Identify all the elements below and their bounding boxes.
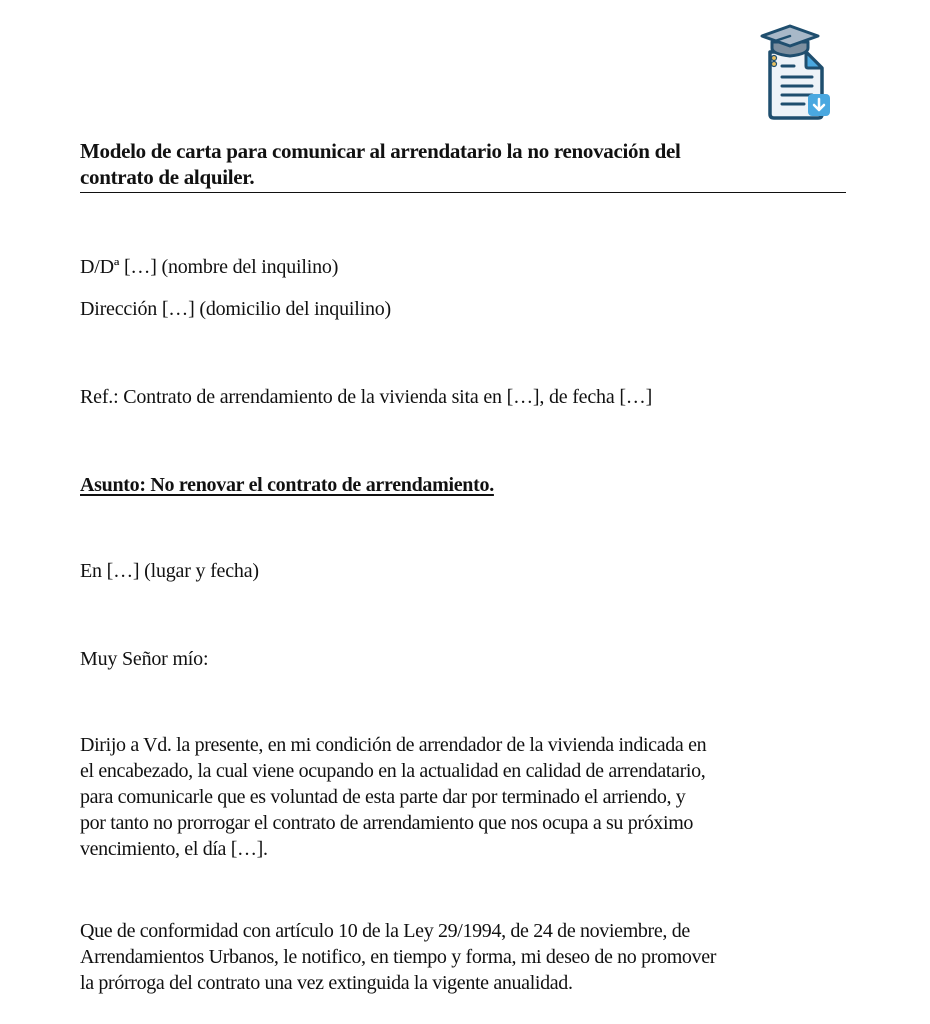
paragraph-line: el encabezado, la cual viene ocupando en la actualidad en calidad de arrendatario, <box>80 760 706 782</box>
paragraph-line: por tanto no prorrogar el contrato de arrendamiento que nos ocupa a su próximo <box>80 812 694 834</box>
body-paragraph-2 <box>80 918 850 996</box>
paragraph-line: Arrendamientos Urbanos, le notifico, en tiempo y forma, mi deseo de no promover <box>80 946 717 968</box>
body-paragraph-1 <box>80 732 850 862</box>
title-line: Modelo de carta para comunicar al arrendatario la no renovación del <box>80 139 681 163</box>
document-graduation-download-icon <box>760 22 832 122</box>
salutation: Muy Señor mío: <box>80 648 209 670</box>
title-line: contrato de alquiler. <box>80 165 255 189</box>
paragraph-line: Dirijo a Vd. la presente, en mi condición de arrendador de la vivienda indicada en <box>80 734 707 756</box>
recipient-name: D/Dª […] (nombre del inquilino) <box>80 256 339 278</box>
paragraph-line: Que de conformidad con artículo 10 de la Ley 29/1994, de 24 de noviembre, de <box>80 920 690 942</box>
paragraph-line: la prórroga del contrato una vez extinguida la vigente anualidad. <box>80 972 573 994</box>
place-date-line: En […] (lugar y fecha) <box>80 560 259 582</box>
reference-line: Ref.: Contrato de arrendamiento de la vivienda sita en […], de fecha […] <box>80 386 653 408</box>
paragraph-line: vencimiento, el día […]. <box>80 838 268 860</box>
subject-line: Asunto: No renovar el contrato de arrendamiento. <box>80 474 494 496</box>
document-title <box>80 138 846 193</box>
paragraph-line: para comunicarle que es voluntad de esta parte dar por terminado el arriendo, y <box>80 786 686 808</box>
recipient-address: Dirección […] (domicilio del inquilino) <box>80 298 392 320</box>
